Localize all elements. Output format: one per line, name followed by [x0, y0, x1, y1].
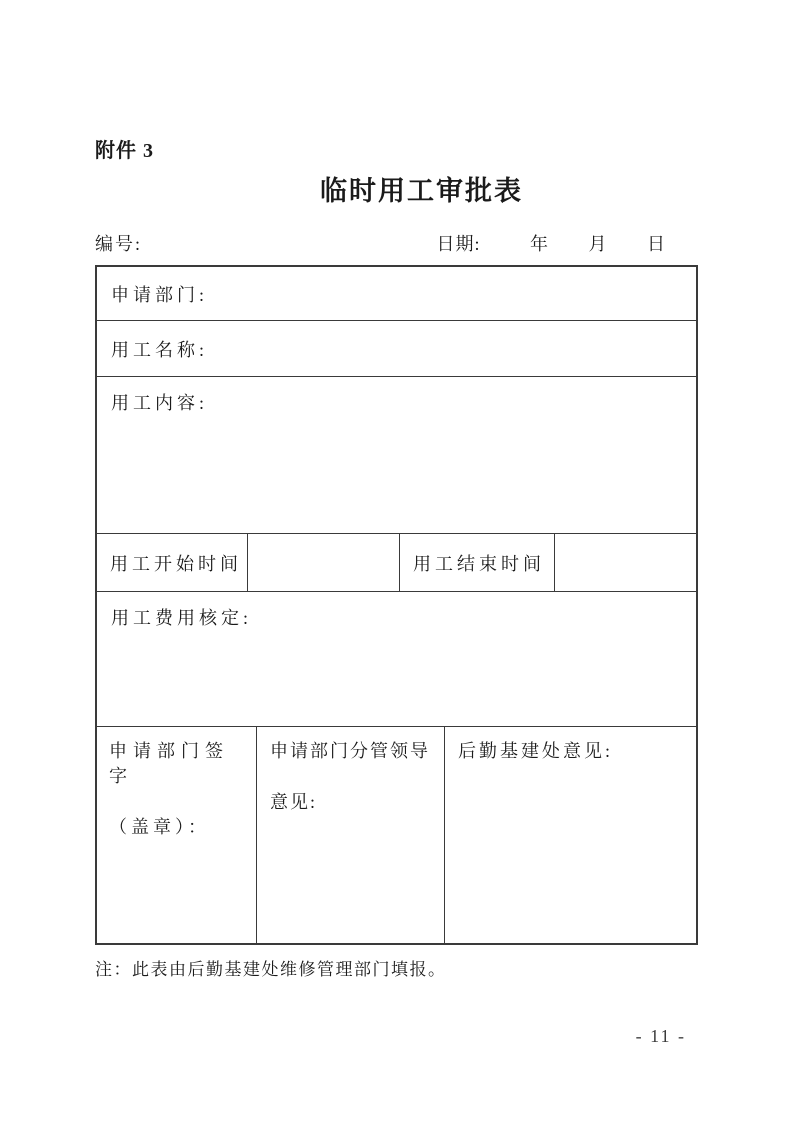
row-labor-name	[97, 320, 696, 376]
sign-leader-cell	[256, 727, 444, 943]
sign-leader-label-line1: 申请部门分管领导	[270, 741, 430, 761]
start-time-value-cell	[247, 534, 399, 591]
document-page	[95, 0, 698, 1047]
date-group	[436, 231, 666, 257]
row-applicant-dept	[97, 267, 696, 320]
number-label: 编号:	[95, 234, 143, 254]
footnote: 注：此表由后勤基建处维修管理部门填报。	[95, 960, 447, 979]
sign-dept-label-line2: （盖章）：	[109, 817, 210, 837]
row-labor-times	[97, 533, 696, 591]
date-month-label: 月	[588, 234, 608, 254]
date-year-label: 年	[530, 234, 549, 254]
sign-dept-cell	[97, 727, 256, 943]
labor-name-label: 用工名称:	[111, 339, 209, 360]
meta-row	[95, 231, 698, 257]
start-time-label: 用工开始时间	[110, 553, 242, 574]
row-cost	[97, 591, 696, 726]
approval-form-table	[95, 265, 698, 945]
attachment-label: 附件 3	[95, 140, 154, 162]
row-labor-content	[97, 376, 696, 533]
page-title: 临时用工审批表	[320, 176, 523, 206]
end-time-label: 用工结束时间	[399, 534, 554, 591]
sign-logistics-label: 后勤基建处意见:	[458, 741, 614, 761]
end-time-value-cell	[554, 534, 696, 591]
date-label: 日期:	[436, 234, 481, 254]
sign-dept-label-line1: 申请部门签字	[109, 741, 229, 786]
sign-logistics-cell	[444, 727, 696, 943]
cost-label: 用工费用核定:	[111, 608, 253, 628]
page-number: - 11 -	[635, 1026, 686, 1046]
row-signatures	[97, 726, 696, 943]
labor-content-label: 用工内容:	[111, 393, 209, 413]
date-day-label: 日	[647, 234, 666, 254]
applicant-dept-label: 申请部门:	[111, 284, 209, 305]
sign-leader-label-line2: 意见:	[270, 792, 318, 812]
